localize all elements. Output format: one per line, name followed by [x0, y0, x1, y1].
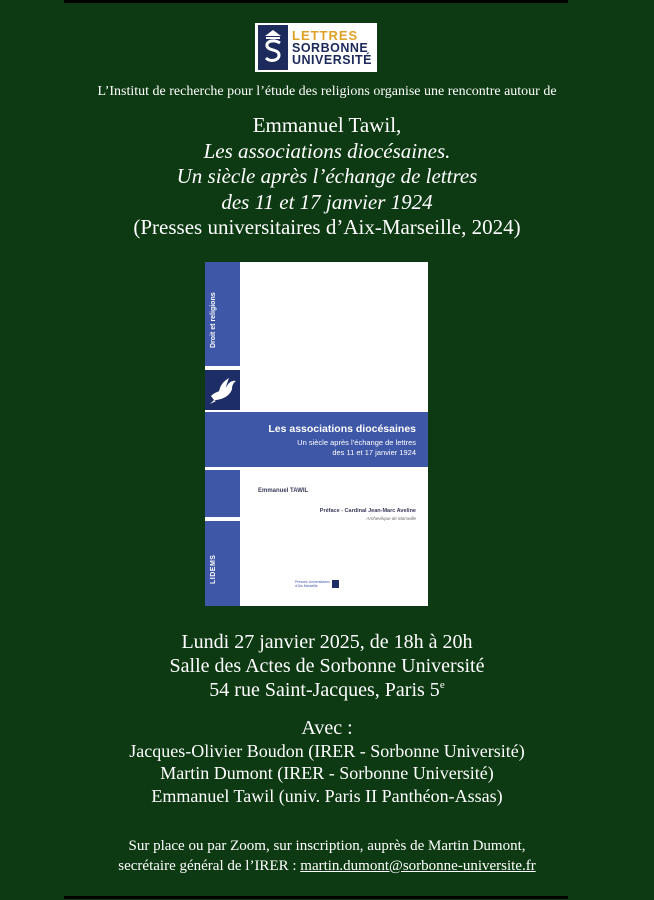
- event-address: [0, 678, 654, 702]
- event-address-text: 54 rue Saint-Jacques, Paris 5: [209, 679, 440, 701]
- cover-subtitle: [297, 438, 416, 458]
- book-title-line-3: des 11 et 17 janvier 1924: [221, 189, 433, 214]
- speaker-item: Emmanuel Tawil (univ. Paris II Panthéon-Assas): [151, 785, 503, 806]
- event-date: Lundi 27 janvier 2025, de 18h à 20h: [181, 631, 473, 653]
- speakers: [0, 717, 654, 807]
- speaker-item: Martin Dumont (IRER - Sorbonne Université): [160, 763, 494, 783]
- sorbonne-logo: [255, 23, 377, 72]
- bottom-rule: [64, 896, 568, 899]
- cover-preface-role: Archevêque de Marseille: [366, 516, 416, 521]
- cover-series-label: Droit et religions: [210, 292, 217, 348]
- top-rule: [64, 0, 568, 3]
- registration-prefix: secrétaire général de l’IRER :: [118, 857, 301, 874]
- publisher-line: (Presses universitaires d’Aix-Marseille, 2024): [133, 215, 521, 239]
- book-title-line-2: Un siècle après l’échange de lettres: [176, 164, 478, 188]
- sorbonne-emblem-icon: [258, 25, 288, 70]
- registration-line-1: Sur place ou par Zoom, sur inscription, auprès de Martin Dumont,: [128, 838, 526, 854]
- book-announcement: [0, 113, 654, 241]
- registration-line-2: [0, 857, 654, 877]
- logo-lettres: LETTRES: [292, 27, 359, 43]
- contact-email-link[interactable]: martin.dumont@sorbonne-universite.fr: [300, 857, 536, 874]
- book-cover: [205, 262, 428, 606]
- author-line: Emmanuel Tawil,: [252, 113, 402, 137]
- logo-universite: UNIVERSITÉ: [292, 53, 373, 67]
- cover-title: Les associations diocésaines: [268, 423, 416, 435]
- cover-author: Emmanuel TAWIL: [258, 488, 309, 494]
- intro-text: L’Institut de recherche pour l’étude des religions organise une rencontre autour de: [97, 84, 557, 99]
- event-address-superscript: e: [439, 679, 445, 691]
- cover-preface: Préface - Cardinal Jean-Marc Aveline: [319, 508, 416, 514]
- logo-sorbonne: SORBONNE: [292, 40, 369, 55]
- cover-publisher-line-2: d’Aix-Marseille: [295, 584, 318, 588]
- registration-info: [0, 837, 654, 876]
- publisher-logo-icon: [332, 580, 339, 588]
- cover-publisher-line-1: Presses Universitaires: [295, 580, 330, 584]
- cover-publisher: [295, 580, 330, 588]
- book-title-line-1: Les associations diocésaines.: [203, 138, 451, 163]
- cover-collection-label: LIDEMS: [210, 554, 217, 584]
- event-details: [0, 630, 654, 702]
- event-venue: Salle des Actes de Sorbonne Université: [169, 655, 485, 677]
- dove-icon: [205, 370, 240, 410]
- cover-author-strip: [205, 470, 240, 517]
- speakers-heading: Avec :: [301, 717, 353, 739]
- cover-subtitle-line-2: des 11 et 17 janvier 1924: [332, 448, 416, 457]
- speaker-item: Jacques-Olivier Boudon (IRER - Sorbonne Université): [129, 740, 525, 761]
- cover-subtitle-line-1: Un siècle après l’échange de lettres: [297, 438, 416, 447]
- cover-dove-panel: [205, 370, 240, 410]
